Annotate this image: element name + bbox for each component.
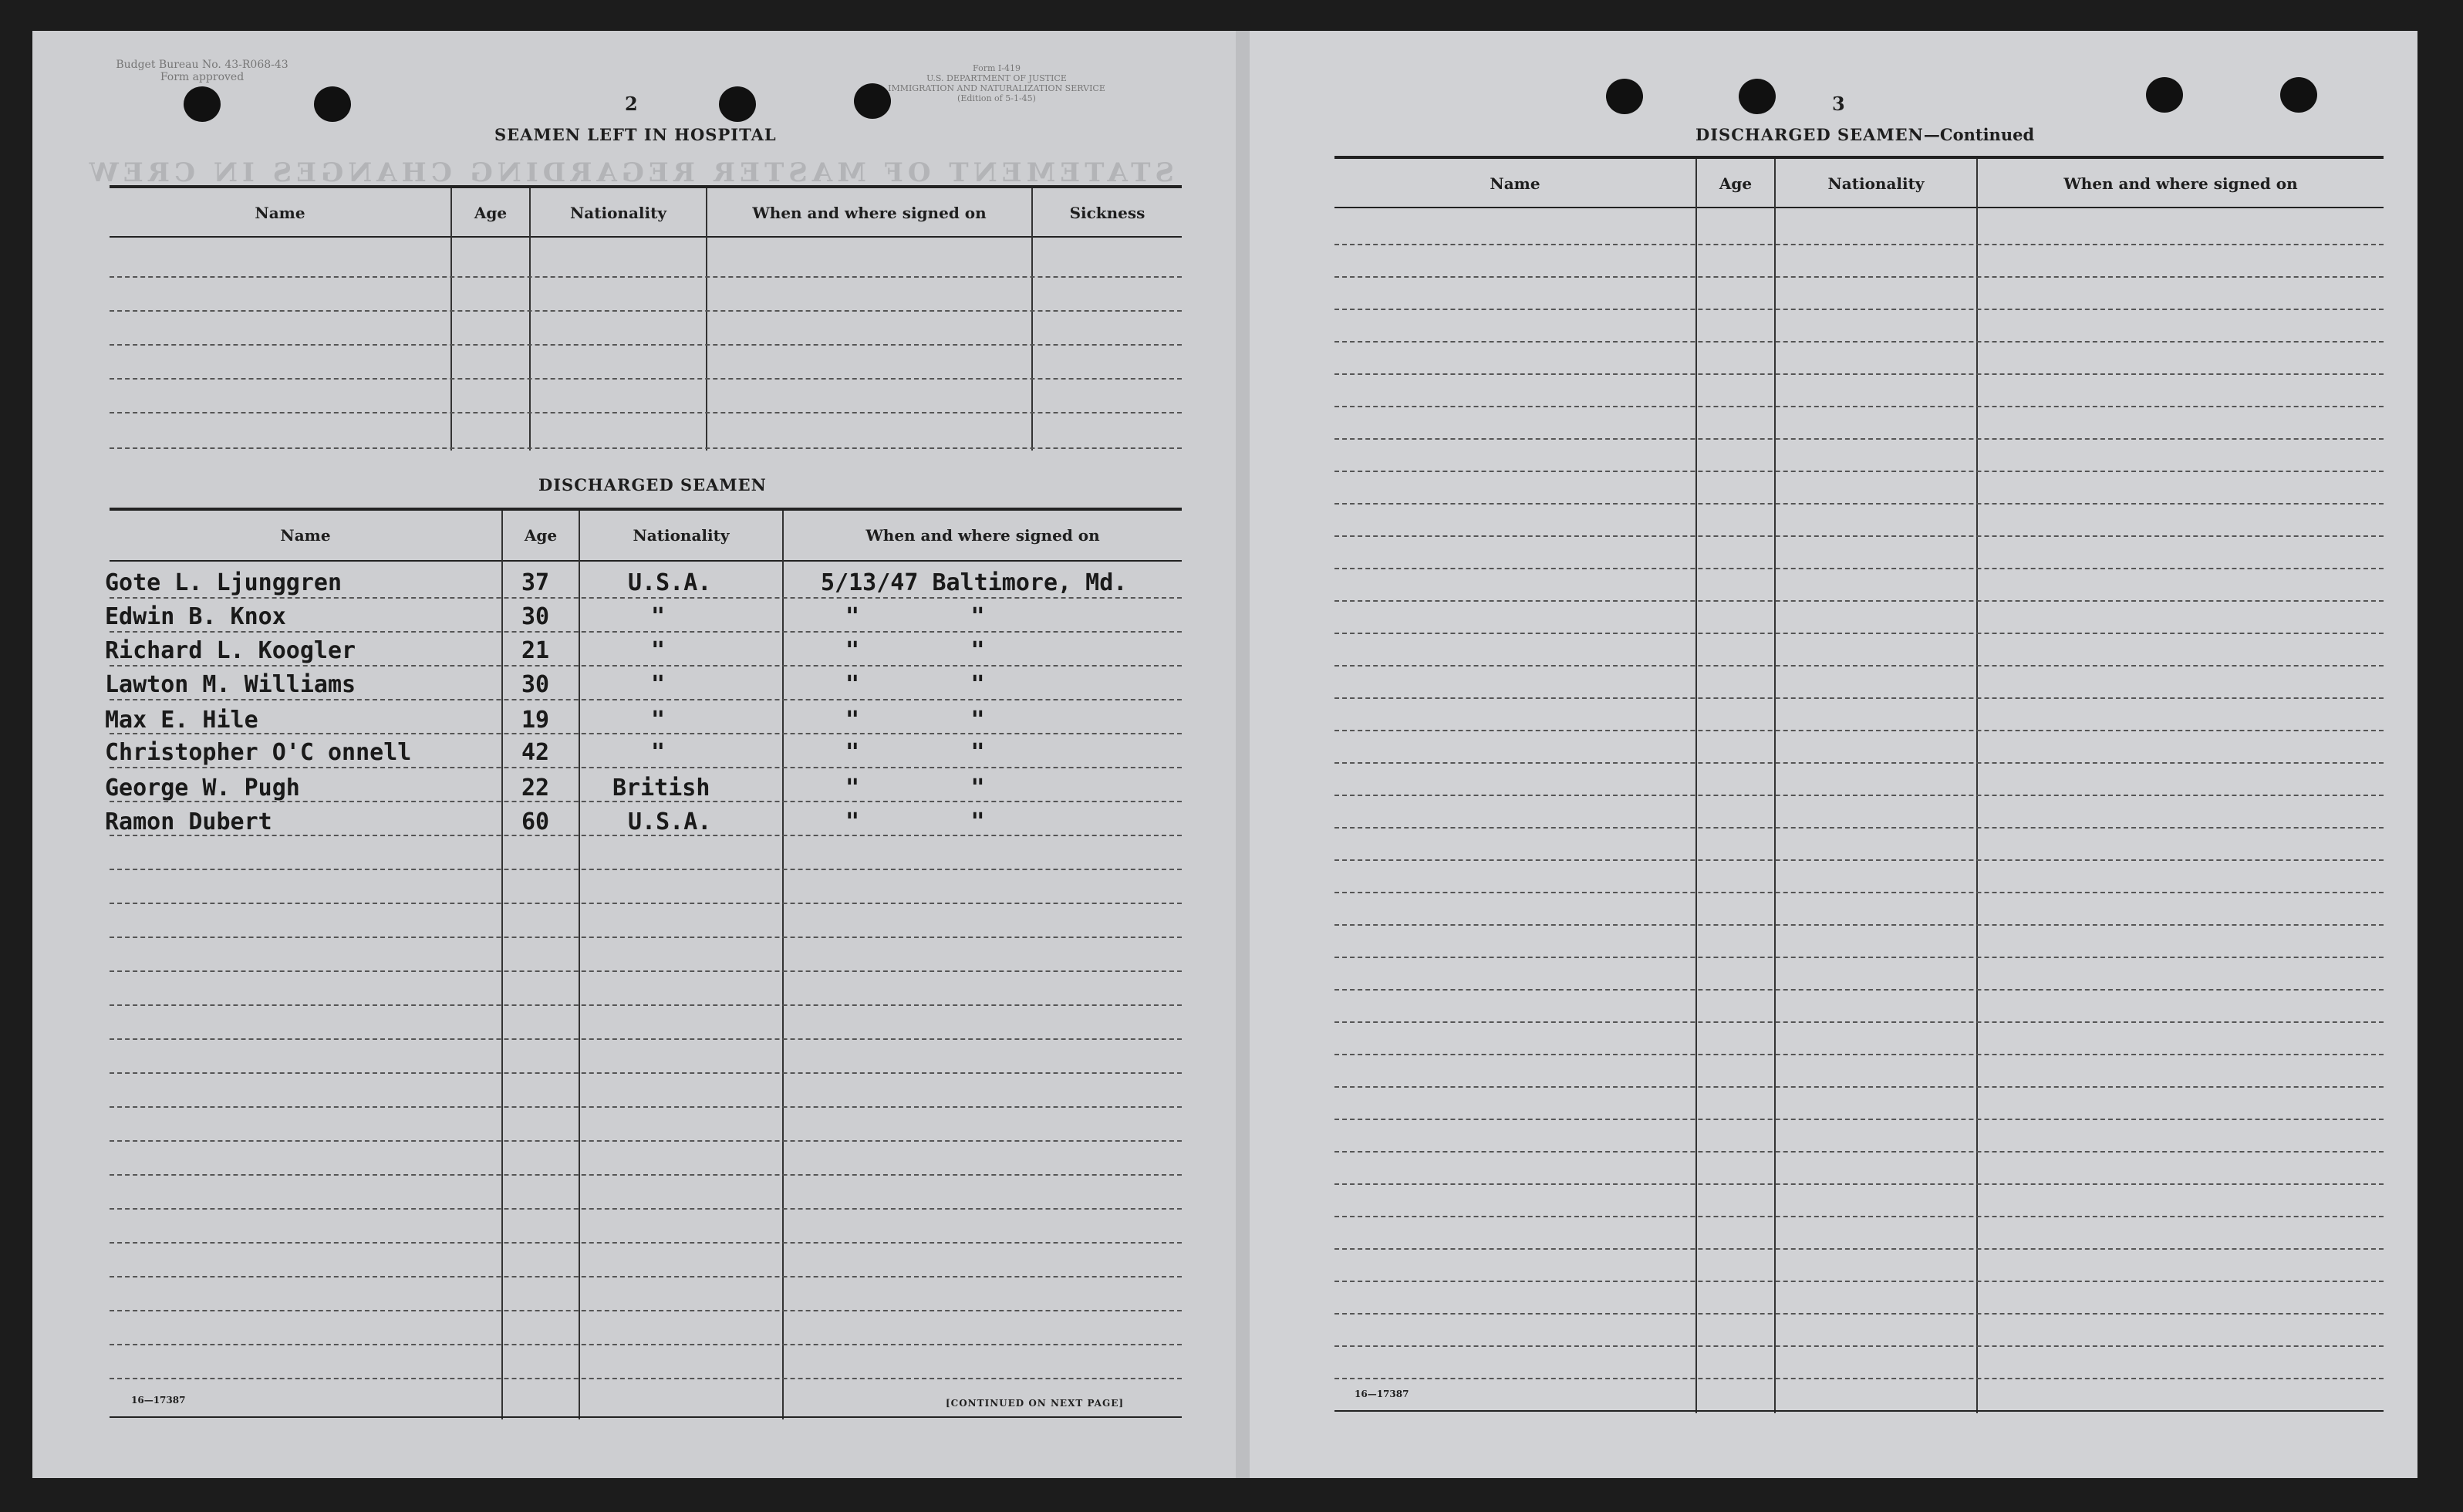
column-header-nationality: Nationality bbox=[1827, 174, 1925, 193]
column-header-name: Name bbox=[255, 204, 305, 222]
seaman-signed-on: " " bbox=[845, 637, 985, 664]
seaman-nationality: " bbox=[651, 739, 666, 766]
form-print-code: 16—17387 bbox=[131, 1395, 186, 1406]
seaman-signed-on: 5/13/47 Baltimore, Md. bbox=[821, 569, 1128, 596]
seaman-nationality: U.S.A. bbox=[628, 808, 712, 835]
form-id-note bbox=[865, 63, 1128, 103]
form-approved-line: Form approved bbox=[160, 71, 245, 83]
seaman-signed-on: " " bbox=[845, 739, 985, 766]
seaman-nationality: " bbox=[651, 637, 666, 664]
seaman-age: 30 bbox=[521, 671, 550, 698]
edition-line: (Edition of 5-1-45) bbox=[957, 93, 1036, 103]
seaman-name: Richard L. Koogler bbox=[105, 637, 356, 664]
discharged-table bbox=[105, 508, 1182, 1423]
seaman-nationality: " bbox=[651, 707, 666, 734]
punch-hole bbox=[1739, 79, 1776, 114]
seaman-name: Christopher O'C onnell bbox=[105, 739, 412, 766]
column-header-age: Age bbox=[1719, 174, 1753, 193]
seaman-nationality: " bbox=[651, 603, 666, 630]
seaman-signed-on: " " bbox=[845, 808, 985, 835]
discharged-continued-table bbox=[1334, 156, 2384, 1415]
section-title-suffix: —Continued bbox=[1923, 125, 2035, 144]
right-page bbox=[1250, 31, 2417, 1478]
seaman-name: Max E. Hile bbox=[105, 707, 258, 734]
seaman-signed-on: " " bbox=[845, 603, 985, 630]
punch-hole bbox=[719, 86, 756, 122]
budget-bureau-note bbox=[110, 59, 295, 83]
section-title-main: DISCHARGED SEAMEN bbox=[1695, 125, 1924, 144]
column-header-signed-on: When and where signed on bbox=[752, 204, 987, 222]
scanned-document bbox=[32, 31, 2417, 1478]
column-header-signed-on: When and where signed on bbox=[2063, 174, 2298, 193]
seaman-age: 19 bbox=[521, 707, 550, 734]
column-header-age: Age bbox=[474, 204, 508, 222]
continued-note: [CONTINUED ON NEXT PAGE] bbox=[946, 1398, 1125, 1409]
form-print-code: 16—17387 bbox=[1355, 1389, 1409, 1399]
column-header-age: Age bbox=[524, 526, 558, 545]
section-title-hospital: SEAMEN LEFT IN HOSPITAL bbox=[494, 125, 777, 144]
service-line: IMMIGRATION AND NATURALIZATION SERVICE bbox=[888, 83, 1105, 93]
seaman-name: Lawton M. Williams bbox=[105, 671, 356, 698]
seaman-age: 21 bbox=[521, 637, 550, 664]
column-header-nationality: Nationality bbox=[633, 526, 730, 545]
page-number: 2 bbox=[625, 93, 638, 115]
page-number: 3 bbox=[1832, 93, 1845, 115]
seaman-name: Gote L. Ljunggren bbox=[105, 569, 342, 596]
seaman-nationality: U.S.A. bbox=[628, 569, 712, 596]
column-header-name: Name bbox=[280, 526, 331, 545]
seaman-signed-on: " " bbox=[845, 671, 985, 698]
seaman-name: Edwin B. Knox bbox=[105, 603, 286, 630]
seaman-name: George W. Pugh bbox=[105, 775, 300, 802]
left-page bbox=[32, 31, 1236, 1478]
column-header-signed-on: When and where signed on bbox=[865, 526, 1100, 545]
punch-hole bbox=[1606, 79, 1643, 114]
seaman-age: 42 bbox=[521, 739, 550, 766]
punch-hole bbox=[184, 86, 221, 122]
column-header-sickness: Sickness bbox=[1069, 204, 1145, 222]
page-fold bbox=[1236, 31, 1250, 1478]
punch-hole bbox=[2280, 77, 2317, 113]
column-header-name: Name bbox=[1490, 174, 1540, 193]
seaman-nationality: " bbox=[651, 671, 666, 698]
budget-bureau-line: Budget Bureau No. 43-R068-43 bbox=[116, 59, 288, 71]
bleed-through-heading: STATEMENT OF MASTER REGARDING CHANGES IN CREW bbox=[84, 157, 1174, 188]
seaman-age: 22 bbox=[521, 775, 550, 802]
punch-hole bbox=[2146, 77, 2183, 113]
seaman-nationality: British bbox=[612, 775, 710, 802]
seaman-signed-on: " " bbox=[845, 775, 985, 802]
seaman-age: 60 bbox=[521, 808, 550, 835]
seaman-age: 37 bbox=[521, 569, 550, 596]
department-line: U.S. DEPARTMENT OF JUSTICE bbox=[926, 73, 1067, 83]
hospital-table bbox=[110, 185, 1182, 452]
seaman-age: 30 bbox=[521, 603, 550, 630]
section-title-discharged-continued bbox=[1695, 125, 2034, 144]
section-title-discharged: DISCHARGED SEAMEN bbox=[538, 475, 767, 494]
form-number-line: Form I-419 bbox=[973, 63, 1021, 73]
seaman-signed-on: " " bbox=[845, 707, 985, 734]
punch-hole bbox=[314, 86, 351, 122]
seaman-name: Ramon Dubert bbox=[105, 808, 272, 835]
column-header-nationality: Nationality bbox=[570, 204, 666, 222]
